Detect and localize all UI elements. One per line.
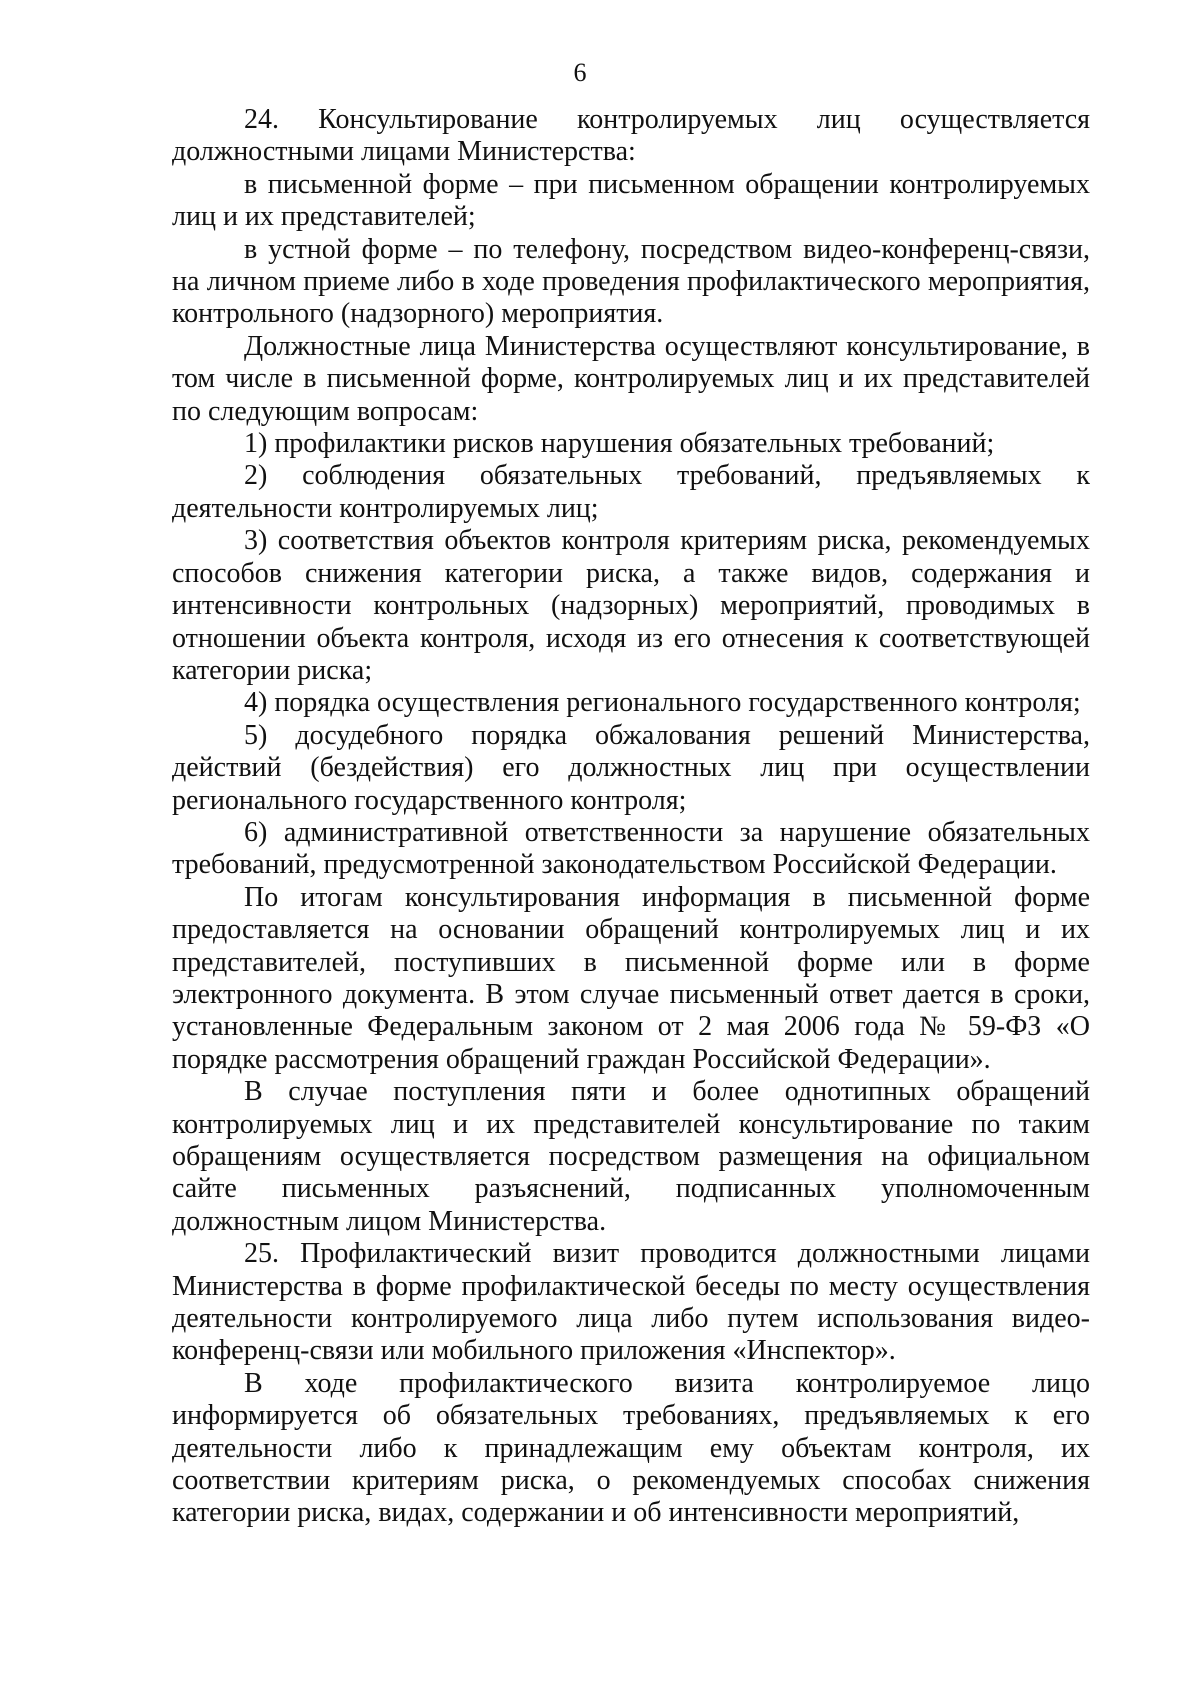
list-item-6: 6) административной ответственности за нарушение обязательных требований, предусмотренной законодательством Российской Федерации. bbox=[172, 816, 1090, 881]
paragraph-consultation-topics-intro: Должностные лица Министерства осуществляют консультирование, в том числе в письменной форме, контролируемых лиц и их представителей по следующим вопросам: bbox=[172, 330, 1090, 427]
paragraph-similar-requests: В случае поступления пяти и более однотипных обращений контролируемых лиц и их представителей консультирование по таким обращениям осуществляется посредством размещения на официальном сайте письменных разъяснений, подписанных уполномоченным должностным лицом Министерства. bbox=[172, 1076, 1090, 1237]
paragraph-24-consultation: 24. Консультирование контролируемых лиц осуществляется должностными лицами Министерства: bbox=[172, 104, 1090, 168]
paragraph-oral-form: в устной форме – по телефону, посредством видео-конференц-связи, на личном приеме либо в ходе проведения профилактического мероприятия, контрольного (надзорного) мероприятия. bbox=[172, 233, 1090, 330]
list-item-5: 5) досудебного порядка обжалования решений Министерства, действий (бездействия) его должностных лиц при осуществлении регионального государственного контроля; bbox=[172, 719, 1090, 816]
paragraph-visit-information: В ходе профилактического визита контролируемое лицо информируется об обязательных требованиях, предъявляемых к его деятельности либо к принадлежащим ему объектам контроля, их соответствии критериям риска, о рекомендуемых способах снижения категории риска, видах, содержании и об интенсивности мероприятий, bbox=[172, 1367, 1090, 1529]
page-number: 6 bbox=[573, 58, 587, 87]
list-item-1: 1) профилактики рисков нарушения обязательных требований; bbox=[244, 428, 995, 460]
paragraph-consultation-results: По итогам консультирования информация в письменной форме предоставляется на основании обращений контролируемых лиц и их представителей, поступивших в письменной форме или в форме электронного документа. В этом случае письменный ответ дается в сроки, установленные Федеральным законом от 2 мая 2006 года № 59-ФЗ «О порядке рассмотрения обращений граждан Российской Федерации». bbox=[172, 881, 1090, 1075]
paragraph-written-form: в письменной форме – при письменном обращении контролируемых лиц и их представителей; bbox=[172, 168, 1090, 233]
list-item-4: 4) порядка осуществления регионального государственного контроля; bbox=[244, 687, 1081, 719]
paragraph-25-preventive-visit: 25. Профилактический визит проводится должностными лицами Министерства в форме профилактической беседы по месту осуществления деятельности контролируемого лица либо путем использования видео-конференц-связи или мобильного приложения «Инспектор». bbox=[172, 1238, 1090, 1367]
document-body bbox=[172, 104, 1090, 1530]
list-item-3: 3) соответствия объектов контроля критериям риска, рекомендуемых способов снижения категории риска, а также видов, содержания и интенсивности контрольных (надзорных) мероприятий, проводимых в отношении объекта контроля, исходя из его отнесения к соответствующей категории риска; bbox=[172, 525, 1090, 686]
list-item-2: 2) соблюдения обязательных требований, предъявляемых к деятельности контролируемых лиц; bbox=[172, 460, 1090, 524]
